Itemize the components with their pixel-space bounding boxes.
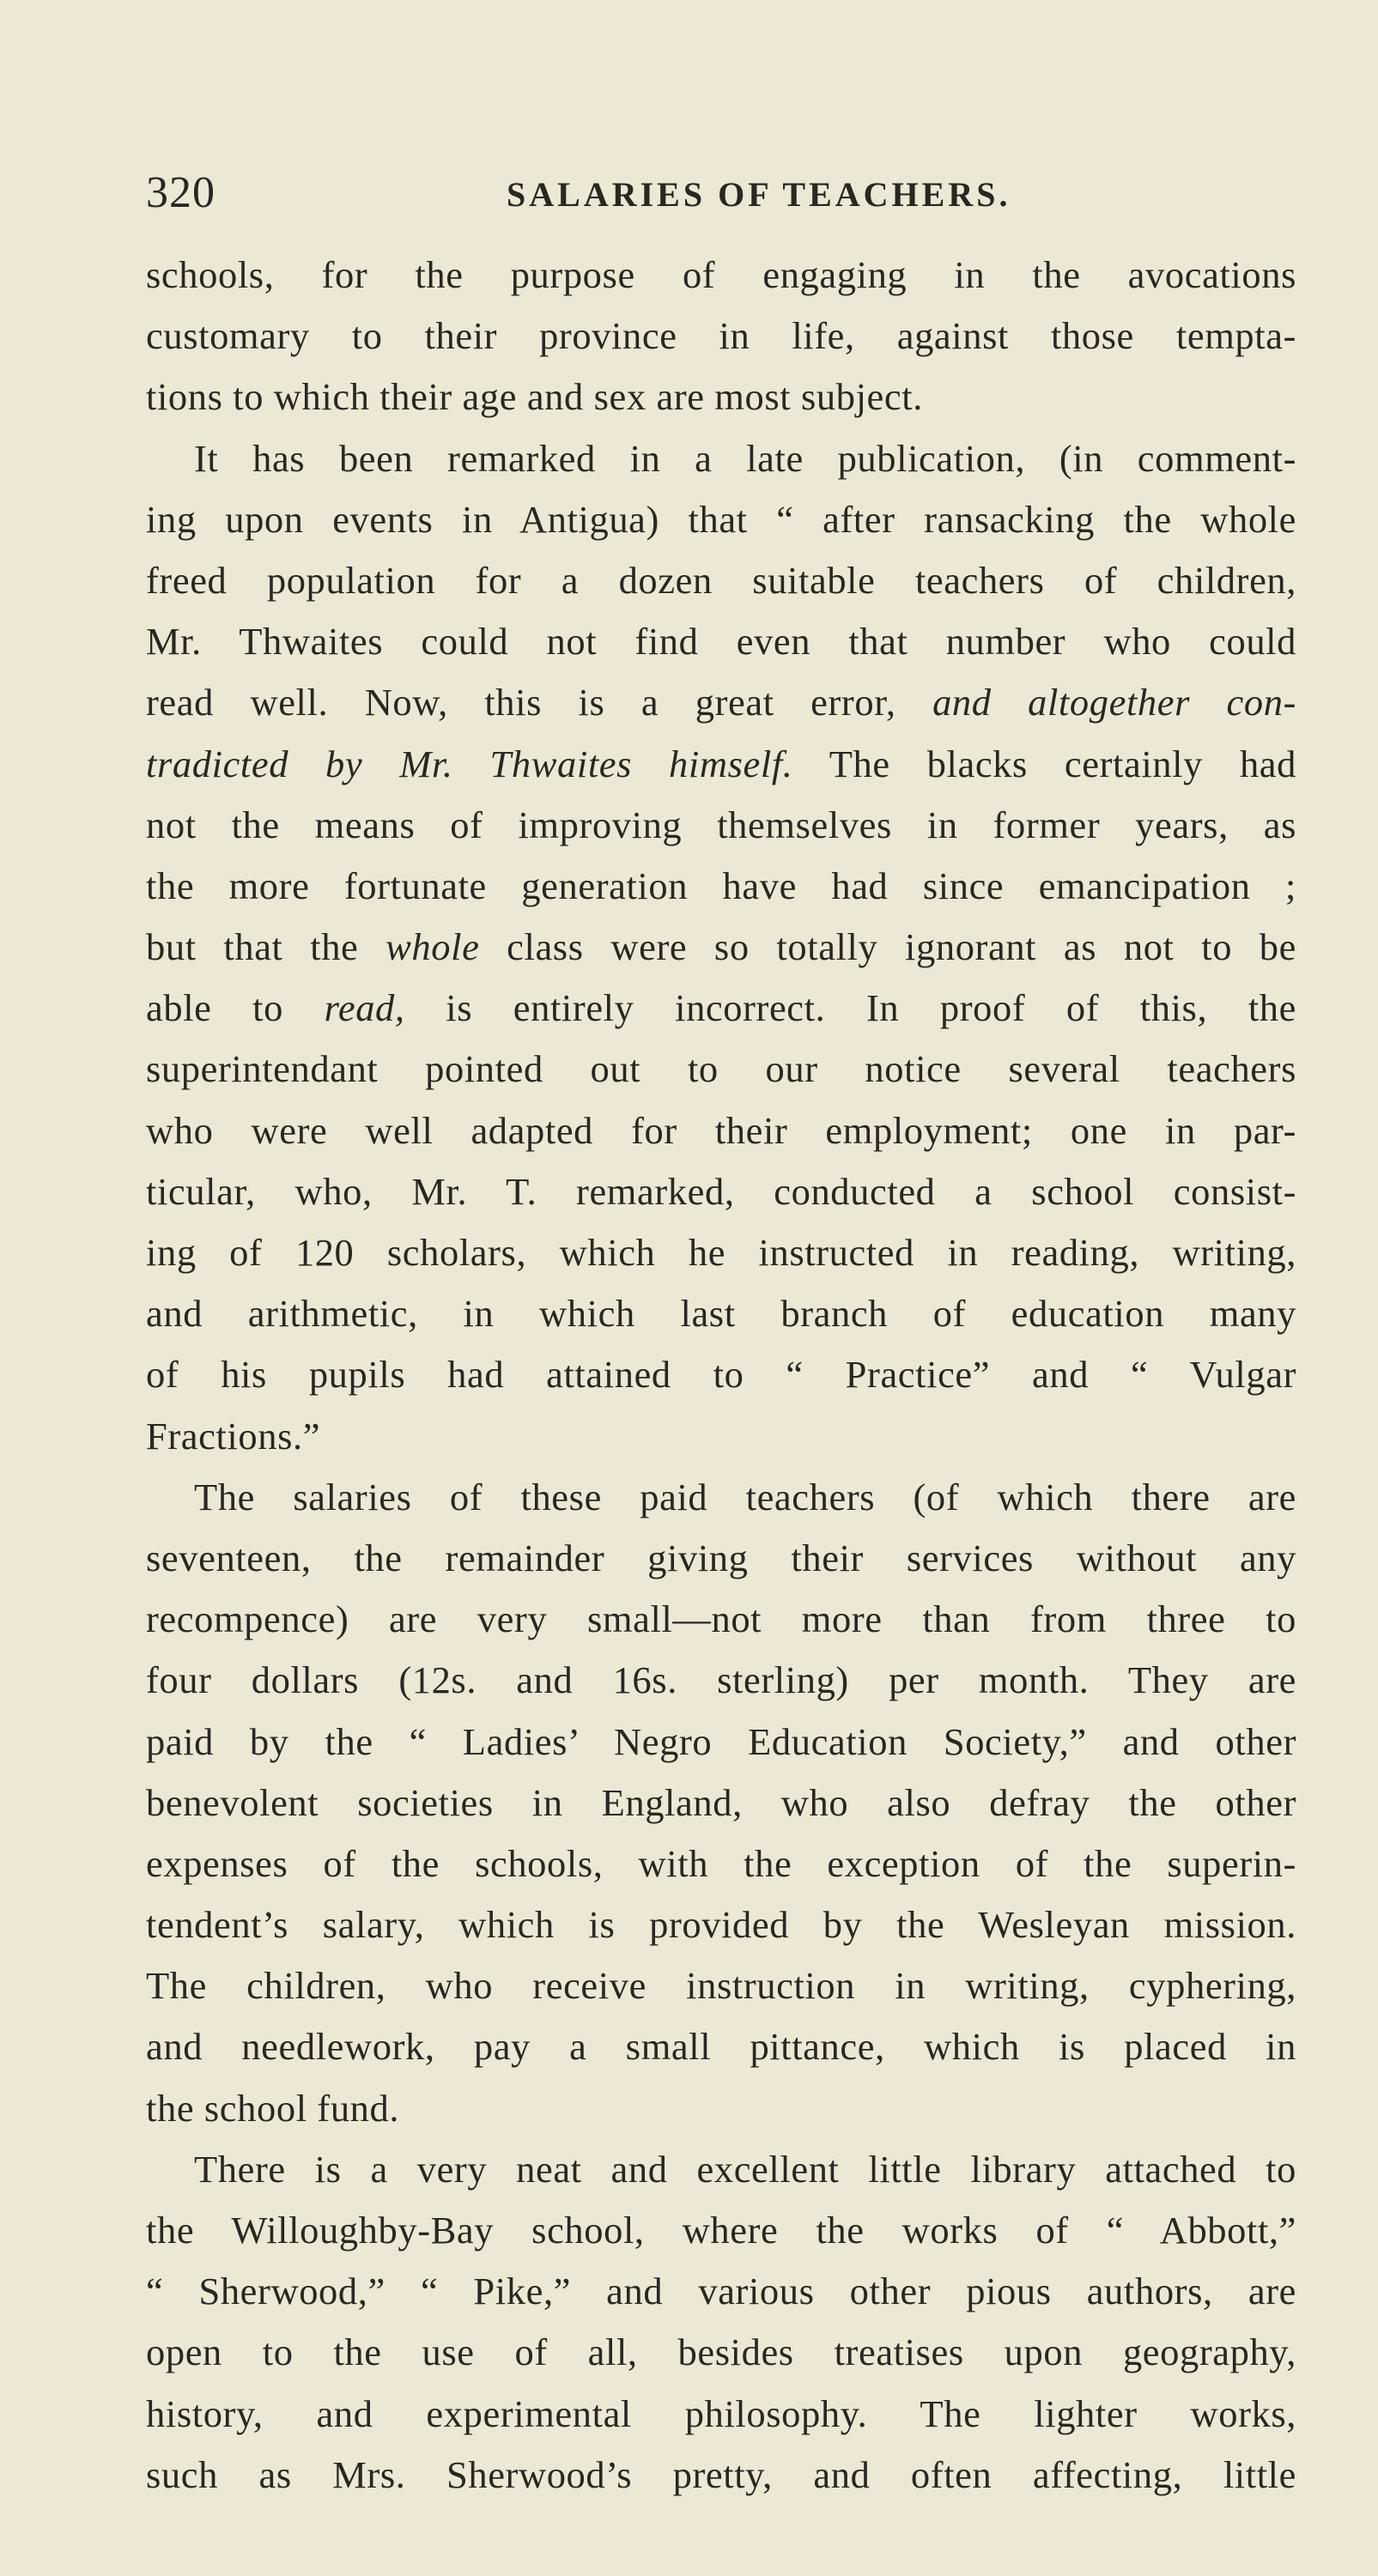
running-title: SALARIES OF TEACHERS. (507, 175, 1011, 214)
text-line: benevolent societies in England, who also defray the other (146, 1780, 1296, 1824)
text-line (146, 672, 1296, 733)
page-number: 320 (146, 168, 216, 217)
text-line: paid by the “ Ladies’ Negro Education Society,” and other (146, 1719, 1296, 1763)
text-line: “ Sherwood,” “ Pike,” and various other pious authors, are (146, 2270, 1296, 2313)
text-line: The children, who receive instruction in writing, cyphering, (146, 1964, 1296, 2008)
text-line: tendent’s salary, which is provided by the Wesleyan mission. (146, 1903, 1296, 1947)
paragraph-3 (146, 1467, 1296, 2139)
text-line: There is a very neat and excellent little library attached to (194, 2147, 1296, 2191)
text-segment: is entirely incorrect. In proof of this, the (446, 986, 1296, 1030)
text-line: Mr. Thwaites could not find even that number who could (146, 620, 1296, 664)
text-segment: able to (146, 986, 283, 1030)
text-line: the more fortunate generation have had since emancipation ; (146, 864, 1296, 907)
text-line: superintendant pointed out to our notice several teachers (146, 1047, 1296, 1091)
text-line: ing of 120 scholars, which he instructed in reading, writing, (146, 1231, 1296, 1274)
text-line: and needlework, pay a small pittance, which is placed in (146, 2025, 1296, 2069)
text-line: who were well adapted for their employment; one in par- (146, 1108, 1296, 1152)
body-text (146, 245, 1296, 2506)
text-line (146, 978, 1296, 1039)
text-line: the Willoughby-Bay school, where the works of “ Abbott,” (146, 2209, 1296, 2252)
text-line: four dollars (12s. and 16s. sterling) per month. They are (146, 1658, 1296, 1702)
text-line (146, 734, 1296, 795)
text-line: ing upon events in Antigua) that “ after ransacking the whole (146, 497, 1296, 541)
text-line: tions to which their age and sex are most subject. (146, 375, 923, 419)
text-line: and arithmetic, in which last branch of education many (146, 1292, 1296, 1336)
paragraph-1 (146, 245, 1296, 428)
text-segment: read well. Now, this is a great error, (146, 681, 896, 724)
text-line: history, and experimental philosophy. The lighter works, (146, 2391, 1296, 2435)
text-segment: The blacks certainly had (829, 742, 1296, 785)
text-line: open to the use of all, besides treatises upon geography, (146, 2331, 1296, 2374)
text-segment: but that the (146, 925, 359, 969)
paragraph-2 (146, 428, 1296, 1467)
text-line: schools, for the purpose of engaging in the avocations (146, 253, 1296, 296)
text-line: customary to their province in life, against those tempta- (146, 314, 1296, 358)
text-segment: class were so totally ignorant as not to be (507, 925, 1296, 969)
text-line: of his pupils had attained to “ Practice” and “ Vulgar (146, 1353, 1296, 1397)
italic-text: tradicted by Mr. Thwaites himself. (146, 742, 793, 785)
text-line: expenses of the schools, with the exception of the superin- (146, 1841, 1296, 1885)
text-line: the school fund. (146, 2086, 400, 2130)
italic-text: and altogether con- (932, 681, 1296, 724)
text-line: not the means of improving themselves in former years, as (146, 803, 1296, 846)
text-line (146, 917, 1296, 978)
text-line: The salaries of these paid teachers (of which there are (194, 1475, 1296, 1518)
page-header (146, 167, 1296, 227)
italic-text: whole (385, 925, 480, 969)
text-line: seventeen, the remainder giving their services without any (146, 1536, 1296, 1579)
text-line: freed population for a dozen suitable teachers of children, (146, 558, 1296, 602)
italic-text: read, (324, 986, 405, 1030)
text-line: recompence) are very small—not more than from three to (146, 1597, 1296, 1641)
paragraph-4 (146, 2139, 1296, 2506)
text-line: such as Mrs. Sherwood’s pretty, and often affecting, little (146, 2452, 1296, 2496)
text-line: It has been remarked in a late publication, (in comment- (194, 436, 1296, 480)
text-line: ticular, who, Mr. T. remarked, conducted a school consist- (146, 1169, 1296, 1213)
text-line: Fractions.” (146, 1414, 321, 1458)
